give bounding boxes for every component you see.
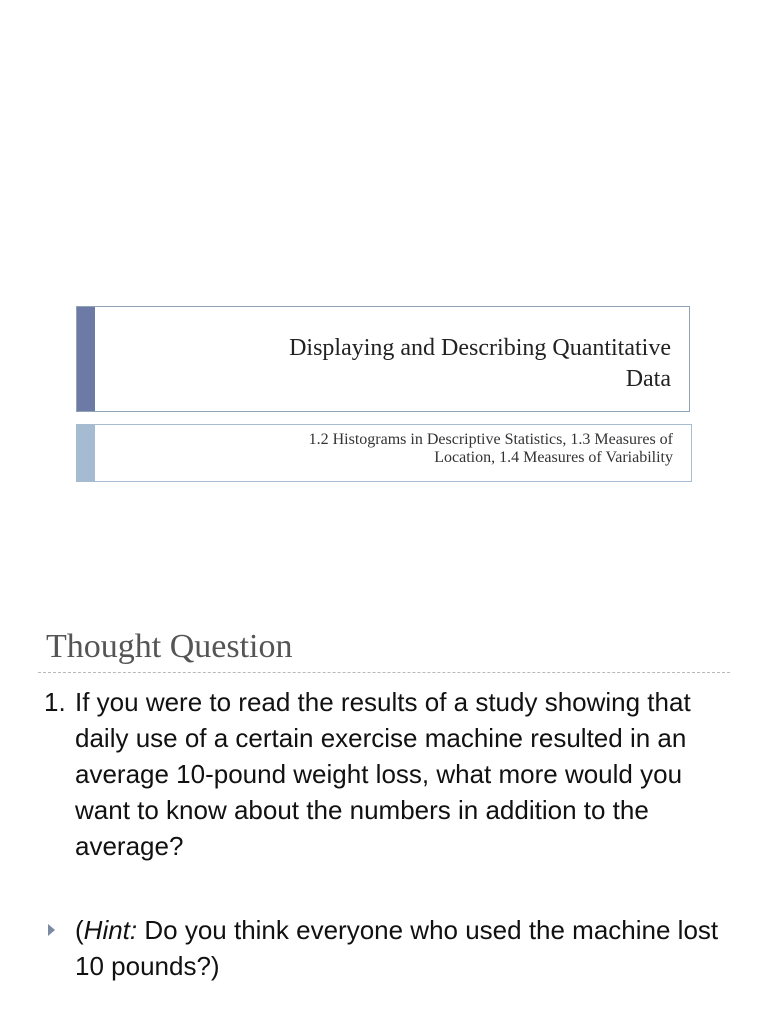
- slide-title-line-2: Data: [625, 366, 671, 392]
- slide-subtitle: [113, 431, 673, 467]
- bullet-triangle-icon: [48, 924, 55, 936]
- question-item: [44, 684, 724, 864]
- hint-text: Do you think everyone who used the machine lost 10 pounds?): [75, 915, 719, 981]
- hint-label: Hint:: [83, 915, 138, 945]
- slide-title-line-1: Displaying and Describing Quantitative: [289, 335, 671, 361]
- hint-text-block: [48, 912, 728, 984]
- subtitle-box: [76, 424, 692, 482]
- slide-title: [151, 333, 671, 395]
- question-text: If you were to read the results of a study showing that daily use of a certain exercise machine resulted in an average 10-pound weight loss, what more would you want to know about the numbers in addition to the average?: [75, 687, 691, 861]
- title-accent-bar: [77, 307, 95, 411]
- question-number: 1.: [44, 687, 66, 717]
- thought-question-heading: Thought Question: [46, 628, 293, 665]
- hint-item: [48, 912, 728, 984]
- title-box: [76, 306, 690, 412]
- slide-subtitle-line-2: Location, 1.4 Measures of Variability: [434, 449, 673, 466]
- heading-divider: [38, 672, 730, 673]
- subtitle-accent-bar: [77, 425, 95, 481]
- slide-subtitle-line-1: 1.2 Histograms in Descriptive Statistics, 1.3 Measures of: [308, 431, 673, 448]
- hint-open-paren: (: [75, 915, 84, 945]
